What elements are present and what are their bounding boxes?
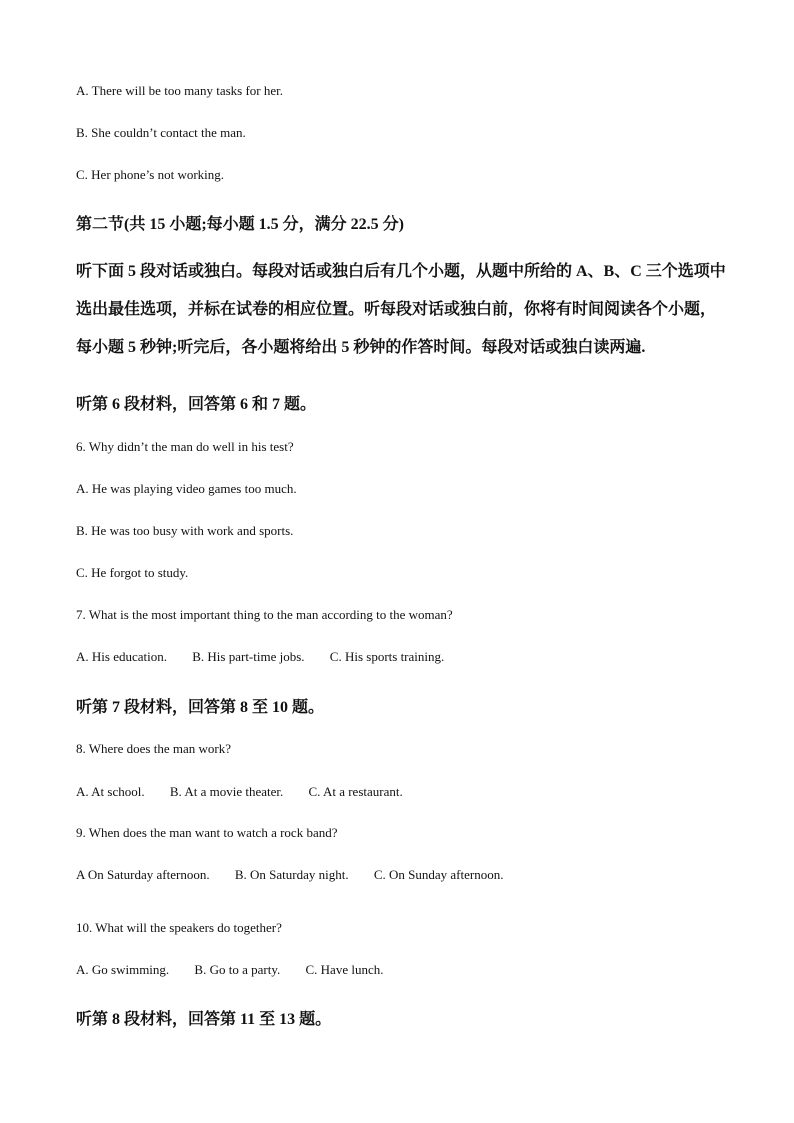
- q8-options: [76, 784, 403, 800]
- q10-options: [76, 962, 383, 978]
- q10-option-c: C. Have lunch.: [305, 962, 384, 977]
- instructions-line-2: 选出最佳选项，并标在试卷的相应位置。听每段对话或独白前，你将有时间阅读各个小题，: [76, 301, 717, 318]
- q6-option-b: B. He was too busy with work and sports.: [76, 523, 294, 538]
- option-a-top: A. There will be too many tasks for her.: [76, 83, 283, 98]
- q10-option-b: B. Go to a party.: [194, 962, 281, 977]
- q7-option-a: A. His education.: [76, 649, 167, 664]
- q7-question: 7. What is the most important thing to the man according to the woman?: [76, 607, 453, 622]
- instructions-line-3: 每小题 5 秒钟;听完后，各小题将给出 5 秒钟的作答时间。每段对话或独白读两遍.: [76, 339, 646, 356]
- instructions-line-1: 听下面 5 段对话或独白。每段对话或独白后有几个小题，从题中所给的 A、B、C 三个选项中: [76, 263, 726, 280]
- material6-heading: 听第 6 段材料，回答第 6 和 7 题。: [76, 396, 317, 413]
- q9-option-a: A On Saturday afternoon.: [76, 867, 210, 882]
- section2-instructions: [76, 253, 736, 367]
- q6-question: 6. Why didn’t the man do well in his test?: [76, 439, 294, 454]
- q7-options: [76, 649, 444, 665]
- q6-option-a: A. He was playing video games too much.: [76, 481, 297, 496]
- section2-title: 第二节(共 15 小题;每小题 1.5 分，满分 22.5 分): [76, 216, 404, 233]
- q6-option-c: C. He forgot to study.: [76, 565, 189, 580]
- material7-heading: 听第 7 段材料，回答第 8 至 10 题。: [76, 699, 325, 716]
- q8-option-a: A. At school.: [76, 784, 145, 799]
- q8-option-c: C. At a restaurant.: [308, 784, 403, 799]
- q10-option-a: A. Go swimming.: [76, 962, 170, 977]
- q9-option-b: B. On Saturday night.: [234, 867, 349, 882]
- material8-heading: 听第 8 段材料，回答第 11 至 13 题。: [76, 1011, 332, 1028]
- q9-question: 9. When does the man want to watch a rock band?: [76, 825, 338, 840]
- q9-option-c: C. On Sunday afternoon.: [373, 867, 504, 882]
- option-c-top: C. Her phone’s not working.: [76, 167, 225, 182]
- option-b-top: B. She couldn’t contact the man.: [76, 125, 246, 140]
- q9-options: [76, 867, 503, 883]
- q7-option-b: B. His part-time jobs.: [192, 649, 305, 664]
- q7-option-c: C. His sports training.: [329, 649, 445, 664]
- q8-question: 8. Where does the man work?: [76, 741, 231, 756]
- q10-question: 10. What will the speakers do together?: [76, 920, 282, 935]
- q8-option-b: B. At a movie theater.: [169, 784, 284, 799]
